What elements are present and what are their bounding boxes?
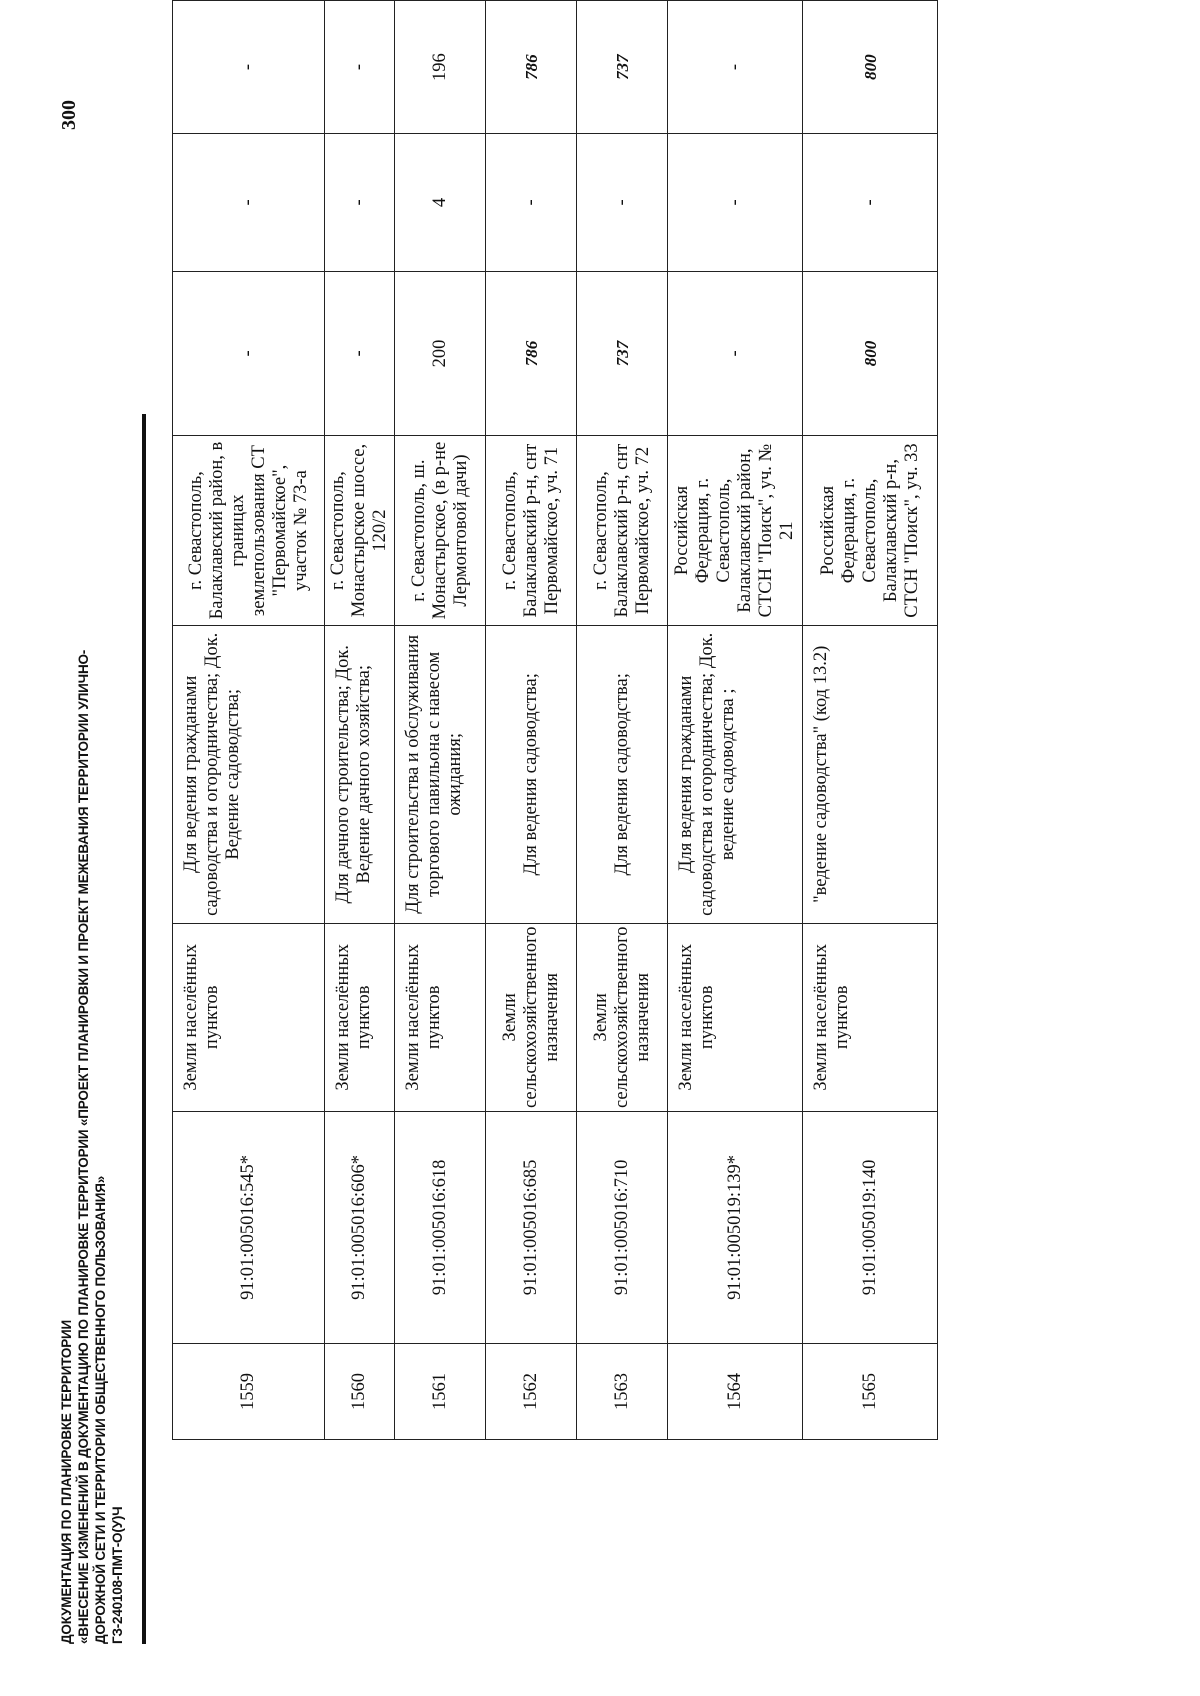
permitted-use-cell: Для дачного строительства; Док. Ведение дачного хозяйства; — [325, 626, 395, 924]
area-value-2-cell: - — [486, 134, 577, 272]
table-row — [325, 1, 395, 1440]
area-value-2-cell: - — [668, 134, 803, 272]
address-cell: Российская Федерация, г. Севастополь, Балаклавский р-н, СТСН "Поиск", уч. 33 — [803, 436, 938, 626]
area-value-3-cell: 737 — [577, 1, 668, 134]
area-value-2-cell: - — [577, 134, 668, 272]
header-line-3: ДОРОЖНОЙ СЕТИ И ТЕРРИТОРИИ ОБЩЕСТВЕННОГО ПОЛЬЗОВАНИЯ» — [93, 1175, 108, 1644]
row-number-cell: 1561 — [395, 1343, 486, 1439]
table-row — [577, 1, 668, 1440]
area-value-1-cell: 786 — [486, 271, 577, 435]
row-number-cell: 1565 — [803, 1343, 938, 1439]
area-value-2-cell: 4 — [395, 134, 486, 272]
land-category-cell: Земли населённых пунктов — [668, 923, 803, 1111]
address-cell: г. Севастополь, ш. Монастырское, (в р-не Лермонтовой дачи) — [395, 436, 486, 626]
area-value-1-cell: 737 — [577, 271, 668, 435]
area-value-1-cell: - — [173, 271, 325, 435]
area-value-3-cell: - — [173, 1, 325, 134]
address-cell: г. Севастополь, Балаклавский район, в границах землепользования СТ "Первомайское", участок № 73-а — [173, 436, 325, 626]
land-category-cell: Земли населённых пунктов — [803, 923, 938, 1111]
area-value-2-cell: - — [173, 134, 325, 272]
table-row — [486, 1, 577, 1440]
header-line-1: ДОКУМЕНТАЦИЯ ПО ПЛАНИРОВКЕ ТЕРРИТОРИИ — [59, 1319, 74, 1644]
header-line-4: ГЗ-240108-ПМТ-О(У)Ч — [110, 1506, 125, 1644]
row-number-cell: 1562 — [486, 1343, 577, 1439]
address-cell: г. Севастополь, Монастырское шоссе, 120/2 — [325, 436, 395, 626]
area-value-3-cell: 196 — [395, 1, 486, 134]
area-value-3-cell: - — [668, 1, 803, 134]
table-row — [173, 1, 325, 1440]
land-category-cell: Земли сельскохозяйственного назначения — [577, 923, 668, 1111]
area-value-2-cell: - — [803, 134, 938, 272]
row-number-cell: 1559 — [173, 1343, 325, 1439]
cadastral-number-cell: 91:01:005016:606* — [325, 1112, 395, 1344]
cadastral-number-cell: 91:01:005016:618 — [395, 1112, 486, 1344]
land-category-cell: Земли сельскохозяйственного назначения — [486, 923, 577, 1111]
row-number-cell: 1564 — [668, 1343, 803, 1439]
land-category-cell: Земли населённых пунктов — [395, 923, 486, 1111]
land-category-cell: Земли населённых пунктов — [325, 923, 395, 1111]
area-value-1-cell: 800 — [803, 271, 938, 435]
permitted-use-cell: Для ведения садоводства; — [577, 626, 668, 924]
permitted-use-cell: Для ведения гражданами садоводства и огородничества; Док. Ведение садоводства; — [173, 626, 325, 924]
cadastral-number-cell: 91:01:005019:139* — [668, 1112, 803, 1344]
page-number: 300 — [58, 100, 80, 130]
permitted-use-cell: Для ведения гражданами садоводства и огородничества; Док. ведение садоводства ; — [668, 626, 803, 924]
cadastral-number-cell: 91:01:005016:685 — [486, 1112, 577, 1344]
permitted-use-cell: Для строительства и обслуживания торгового павильона с навесом ожидания; — [395, 626, 486, 924]
cadastral-number-cell: 91:01:005016:545* — [173, 1112, 325, 1344]
area-value-1-cell: - — [668, 271, 803, 435]
header-rule — [142, 414, 146, 1644]
table-row — [668, 1, 803, 1440]
row-number-cell: 1560 — [325, 1343, 395, 1439]
address-cell: г. Севастополь, Балаклавский р-н, снт Первомайское, уч. 71 — [486, 436, 577, 626]
area-value-2-cell: - — [325, 134, 395, 272]
table-body — [173, 1, 938, 1440]
permitted-use-cell: "ведение садоводства" (код 13.2) — [803, 626, 938, 924]
land-category-cell: Земли населённых пунктов — [173, 923, 325, 1111]
table-row — [395, 1, 486, 1440]
address-cell: г. Севастополь, Балаклавский р-н, снт Первомайское, уч. 72 — [577, 436, 668, 626]
permitted-use-cell: Для ведения садоводства; — [486, 626, 577, 924]
cadastral-number-cell: 91:01:005016:710 — [577, 1112, 668, 1344]
table-row — [803, 1, 938, 1440]
header-line-2: «ВНЕСЕНИЕ ИЗМЕНЕНИЙ В ДОКУМЕНТАЦИЮ ПО ПЛАНИРОВКЕ ТЕРРИТОРИИ «ПРОЕКТ ПЛАНИРОВКИ И ПРОЕКТ МЕЖЕВАНИЯ ТЕРРИТОРИИ УЛИЧНО- — [76, 649, 91, 1644]
area-value-3-cell: 800 — [803, 1, 938, 134]
area-value-3-cell: - — [325, 1, 395, 134]
cadastral-number-cell: 91:01:005019:140 — [803, 1112, 938, 1344]
row-number-cell: 1563 — [577, 1343, 668, 1439]
document-header — [58, 394, 126, 1644]
area-value-3-cell: 786 — [486, 1, 577, 134]
parcels-table — [172, 0, 938, 1440]
area-value-1-cell: 200 — [395, 271, 486, 435]
area-value-1-cell: - — [325, 271, 395, 435]
address-cell: Российская Федерация, г. Севастополь, Балаклавский район, СТСН "Поиск", уч. № 21 — [668, 436, 803, 626]
